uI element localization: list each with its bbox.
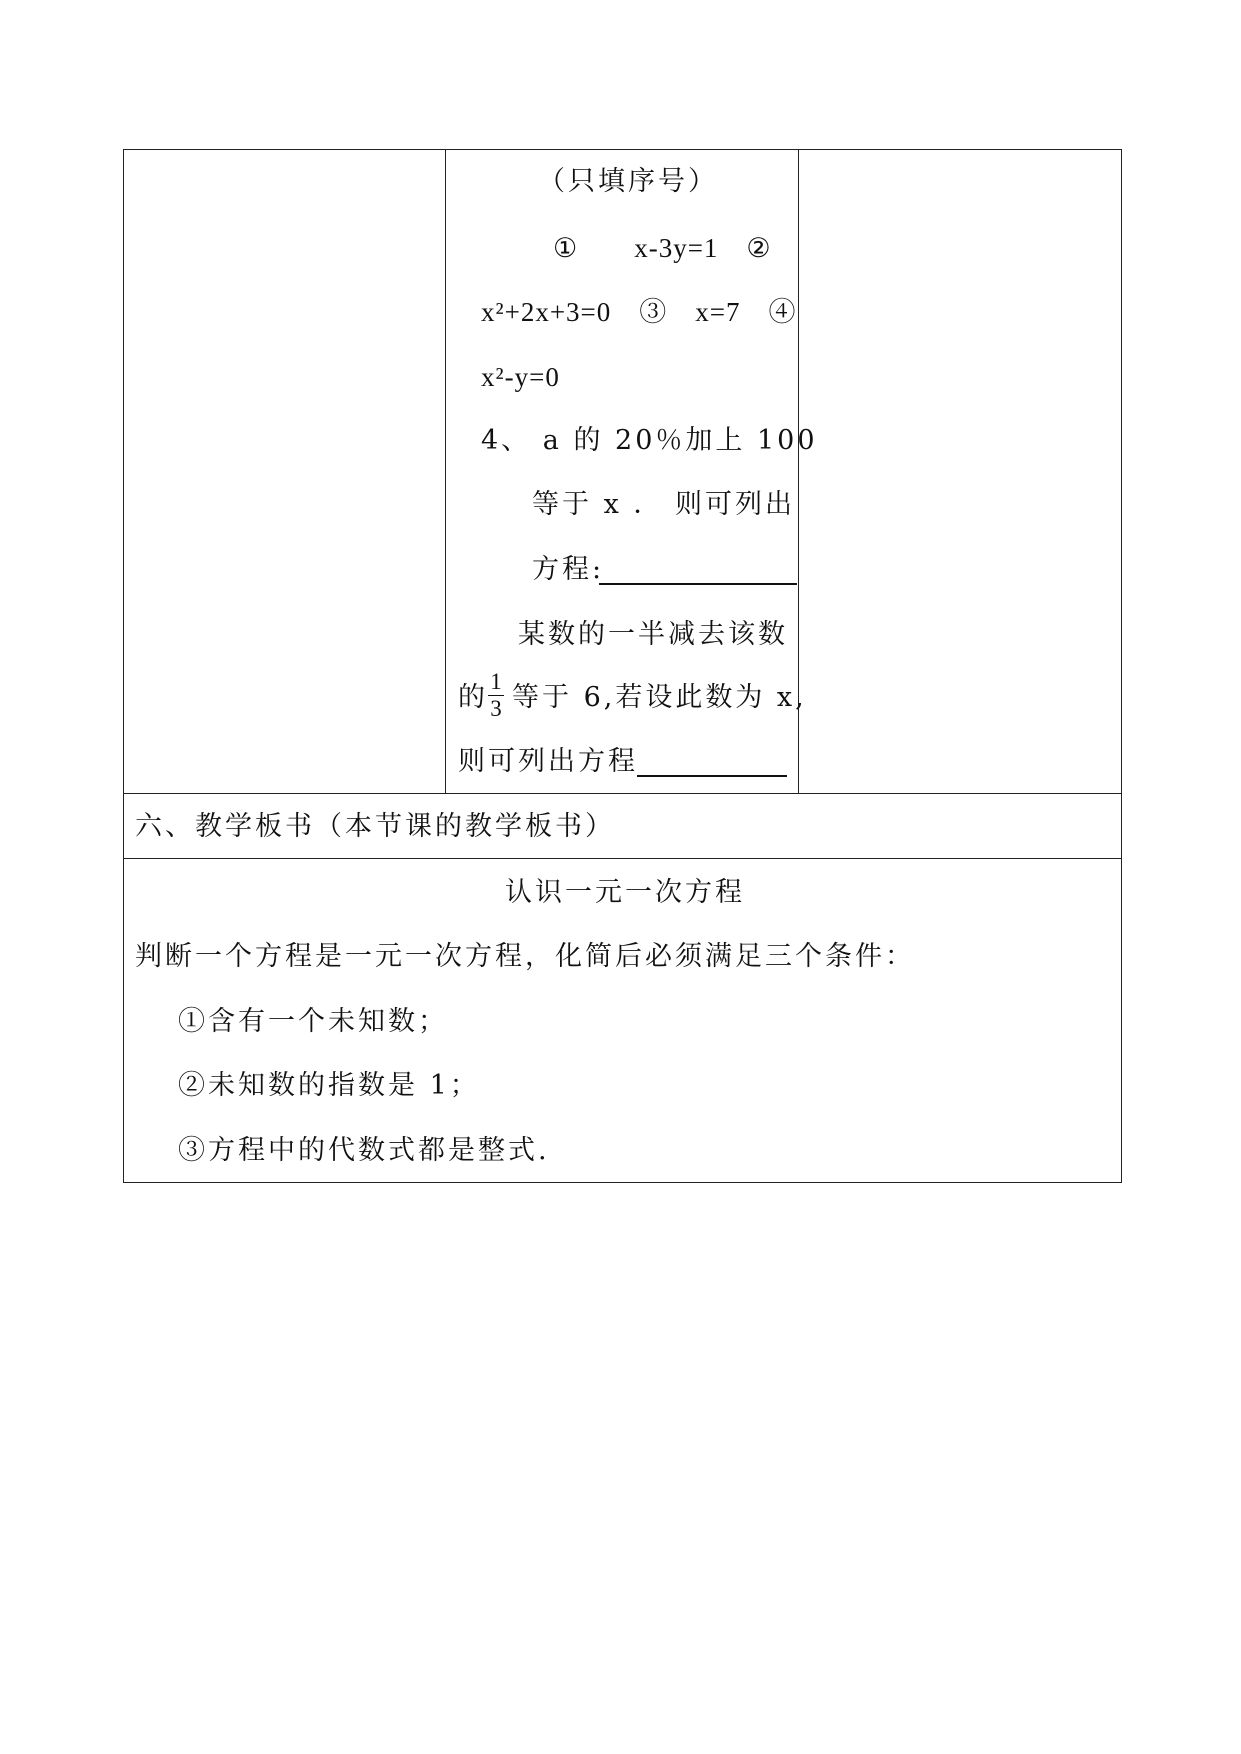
question-4-answer-blank[interactable]	[599, 583, 797, 585]
question-5-line2-suffix: 等于 6,若设此数为 x,	[512, 682, 807, 713]
question-4-line3: 方程:	[532, 554, 605, 585]
board-title: 认识一元一次方程	[505, 877, 745, 908]
question-5-line2-prefix: 的	[458, 682, 488, 713]
question-4-line2: 等于 x ． 则可列出	[532, 489, 795, 520]
row-divider-2	[123, 858, 1122, 859]
equation-options-line2	[481, 296, 797, 328]
board-item-2: ②未知数的指数是 1；	[178, 1070, 480, 1101]
fraction-numerator: 1	[490, 669, 502, 694]
question-5-line3: 则可列出方程	[458, 746, 638, 777]
equation-options-line1	[553, 232, 772, 264]
column-divider-left	[445, 149, 446, 794]
fraction-denominator: 3	[490, 696, 502, 721]
row-divider-1	[123, 793, 1122, 794]
board-intro: 判断一个方程是一元一次方程，化简后必须满足三个条件：	[135, 941, 915, 972]
equation-options-line1-text: ① x-3y=1 ②	[553, 233, 772, 263]
question-4-line1: 4、 a 的 20％加上 100	[481, 425, 818, 456]
equation-options-line2-text: x²+2x+3=0 ③ x=7 ④	[481, 297, 797, 327]
board-item-3: ③方程中的代数式都是整式.	[178, 1135, 550, 1166]
board-item-1: ①含有一个未知数；	[178, 1006, 448, 1037]
fill-hint: （只填序号）	[538, 166, 718, 197]
question-5-fraction	[486, 670, 506, 721]
section-6-heading: 六、教学板书（本节课的教学板书）	[135, 811, 615, 842]
question-5-answer-blank[interactable]	[637, 775, 787, 777]
equation-options-line3	[481, 361, 560, 393]
question-5-line1: 某数的一半减去该数	[518, 619, 788, 650]
equation-options-line3-text: x²-y=0	[481, 362, 560, 392]
